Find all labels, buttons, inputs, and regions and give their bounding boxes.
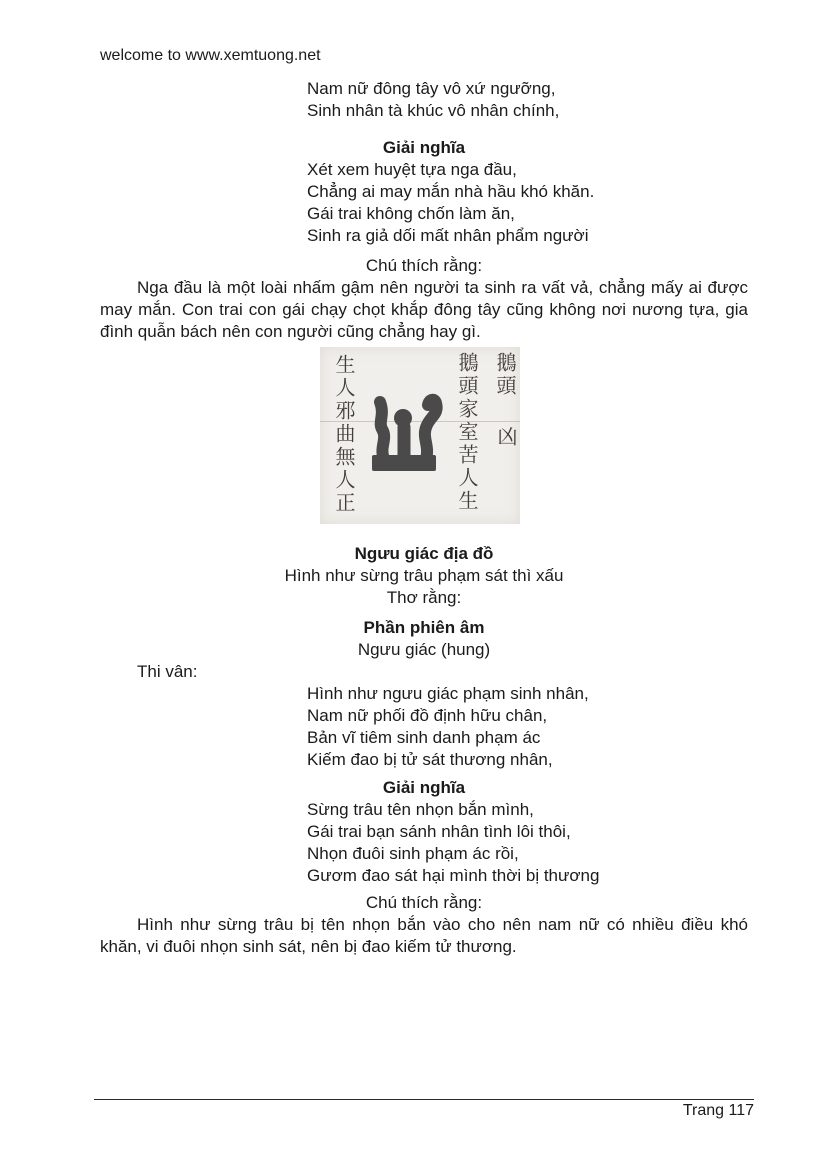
verse-block-giai-nghia-2 <box>100 799 748 887</box>
verse-line: Sừng trâu tên nhọn bắn mình, <box>307 800 534 819</box>
verse-line: Gái trai không chốn làm ăn, <box>307 204 515 223</box>
verse-line: Nam nữ phối đồ định hữu chân, <box>307 706 548 725</box>
page-footer <box>94 1099 754 1121</box>
verse-line: Nhọn đuôi sinh phạm ác rồi, <box>307 844 519 863</box>
verse-line: Sinh ra giả dối mất nhân phẩm người <box>307 226 589 245</box>
figure-right-column-bottom-text: 凶 <box>494 426 518 449</box>
figure-title: Ngưu giác địa đồ <box>354 544 494 563</box>
verse-line: Sinh nhân tà khúc vô nhân chính, <box>307 101 560 120</box>
section-heading-giai-nghia-2: Giải nghĩa <box>382 778 466 797</box>
phien-am-block <box>100 617 748 661</box>
figure-subtitle: Hình như sừng trâu phạm sát thì xấu <box>284 566 564 585</box>
figure-middle-column-text: 鵝頭家室苦人生 <box>455 352 479 513</box>
verse-block-2 <box>100 683 748 771</box>
verse-block-giai-nghia-1 <box>100 159 748 247</box>
verse-line: Hình như ngưu giác phạm sinh nhân, <box>307 684 589 703</box>
figure-left-column-text: 生人邪曲無人正 <box>332 354 356 515</box>
ox-horn-glyph-icon <box>365 391 447 475</box>
verse-line: Kiếm đao bị tử sát thương nhân, <box>307 750 553 769</box>
section-heading-chu-thich-2: Chú thích rằng: <box>365 893 483 912</box>
verse-line: Chẳng ai may mắn nhà hầu khó khăn. <box>307 182 595 201</box>
verse-line: Gươm đao sát hại mình thời bị thương <box>307 866 600 885</box>
verse-line: Nam nữ đông tây vô xứ ngưỡng, <box>307 79 556 98</box>
verse-line: Bản vĩ tiêm sinh danh phạm ác <box>307 728 541 747</box>
phien-am-line: Ngưu giác (hung) <box>357 640 491 659</box>
note-paragraph-2: Hình như sừng trâu bị tên nhọn bắn vào cho nên nam nữ có nhiều điều khó khăn, vi đuôi nhọn sinh sát, nên bị đao kiếm tử thương. <box>100 915 748 956</box>
thi-van-label: Thi vân: <box>137 662 198 681</box>
note-paragraph-1: Nga đầu là một loài nhấm gậm nên người ta sinh ra vất vả, chẳng mấy ai được may mắn. Con trai con gái chạy chọt khắp đông tây cũng không nơi nương tựa, gia đình quẫn bách nên con người cũng chẳng hay gì. <box>100 278 748 341</box>
site-header-text: welcome to www.xemtuong.net <box>100 47 321 64</box>
verse-block-1 <box>100 78 748 122</box>
figure-right-column-top-text: 鵝頭 <box>493 352 517 398</box>
scanned-figure <box>320 347 520 524</box>
section-heading-phien-am: Phần phiên âm <box>363 618 485 637</box>
verse-line: Gái trai bạn sánh nhân tình lôi thôi, <box>307 822 571 841</box>
tho-rang-label: Thơ rằng: <box>386 588 462 607</box>
section-heading-chu-thich-1: Chú thích rằng: <box>365 256 483 275</box>
section-heading-giai-nghia-1: Giải nghĩa <box>382 138 466 157</box>
verse-line: Xét xem huyệt tựa nga đầu, <box>307 160 517 179</box>
document-body <box>100 78 748 958</box>
page-number: Trang 117 <box>682 1102 754 1119</box>
ngu-giac-title-block <box>100 543 748 609</box>
